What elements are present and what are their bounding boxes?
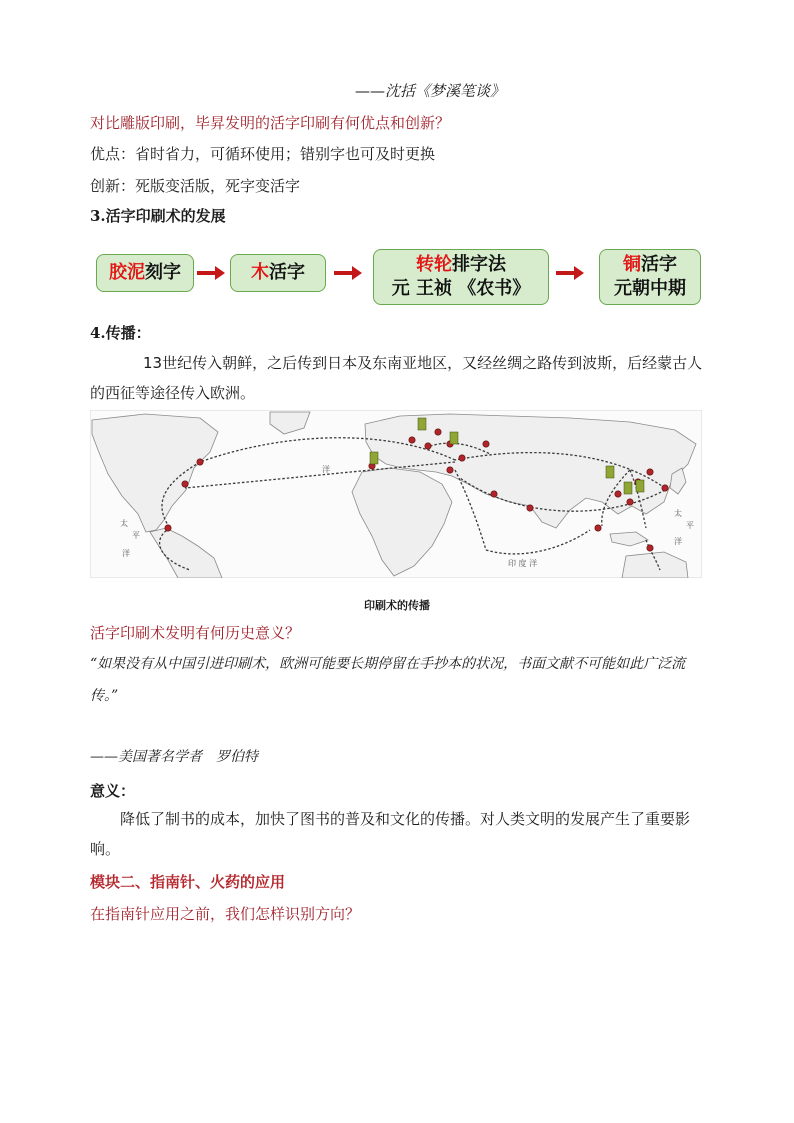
spread-paragraph: 13世纪传入朝鲜，之后传到日本及东南亚地区，又经丝绸之路传到波斯，后经蒙古人的西征等途径传入欧洲。 xyxy=(90,354,703,402)
map-ocean-label: 洋 xyxy=(674,537,682,546)
significance-paragraph: 降低了制书的成本，加快了图书的普及和文化的传播。对人类文明的发展产生了重要影响。 xyxy=(90,810,691,858)
section-heading-spread: 4.传播： xyxy=(90,324,151,342)
flow-arrow-icon xyxy=(556,266,584,280)
flow-step-copper-rest: 活字 xyxy=(641,254,677,275)
map-ocean-label: 平 xyxy=(686,521,694,530)
flow-step-wood-type xyxy=(230,254,326,292)
map-ocean-label: 太 xyxy=(120,519,128,528)
question-direction: 在指南针应用之前，我们怎样识别方向？ xyxy=(90,905,361,923)
flow-step-clay-type xyxy=(96,254,194,292)
question-significance: 活字印刷术发明有何历史意义？ xyxy=(90,624,301,642)
flow-step-copper-type xyxy=(599,249,701,305)
map-caption: 印刷术的传播 xyxy=(364,599,430,612)
map-ocean-label: 印 度 洋 xyxy=(508,559,538,568)
map-ocean-label: 太 xyxy=(674,509,682,518)
flow-step-clay-highlight: 胶泥 xyxy=(109,262,145,283)
flow-step-copper-highlight: 铜 xyxy=(623,254,641,275)
advantages-text: 优点：省时省力，可循环使用；错别字也可及时更换 xyxy=(90,145,436,163)
map-ocean-label: 洋 xyxy=(122,549,130,558)
flow-step-rotary-rest: 排字法 xyxy=(452,254,506,275)
flow-step-rotary-highlight: 转轮 xyxy=(416,254,452,275)
map-ocean-label: 洋 xyxy=(322,465,330,474)
quote-source-robert: ——美国著名学者 罗伯特 xyxy=(90,749,258,765)
significance-label: 意义： xyxy=(90,782,136,800)
flow-step-rotary-type xyxy=(373,249,549,305)
flow-step-clay-rest: 刻字 xyxy=(145,262,181,283)
flow-arrow-icon xyxy=(197,266,225,280)
flow-arrow-icon xyxy=(334,266,362,280)
printing-spread-map xyxy=(90,410,702,578)
flow-step-wood-highlight: 木 xyxy=(251,262,269,283)
flow-step-wood-rest: 活字 xyxy=(269,262,305,283)
module-heading: 模块二、指南针、火药的应用 xyxy=(90,873,286,891)
quote-source-mengxi: ——沈括《梦溪笔谈》 xyxy=(355,82,506,100)
question-advantages: 对比雕版印刷，毕昇发明的活字印刷有何优点和创新？ xyxy=(90,114,451,132)
robert-quote: “如果没有从中国引进印刷术，欧洲可能要长期停留在手抄本的状况，书面文献不可能如此广泛流传。” xyxy=(90,656,686,704)
flow-step-rotary-source: 元 王祯 《农书》 xyxy=(391,278,531,299)
section-heading-development: 3.活字印刷术的发展 xyxy=(90,207,226,225)
innovation-text: 创新：死版变活版，死字变活字 xyxy=(90,177,301,195)
map-ocean-label: 平 xyxy=(132,531,140,540)
flow-step-copper-period: 元朝中期 xyxy=(614,278,686,299)
